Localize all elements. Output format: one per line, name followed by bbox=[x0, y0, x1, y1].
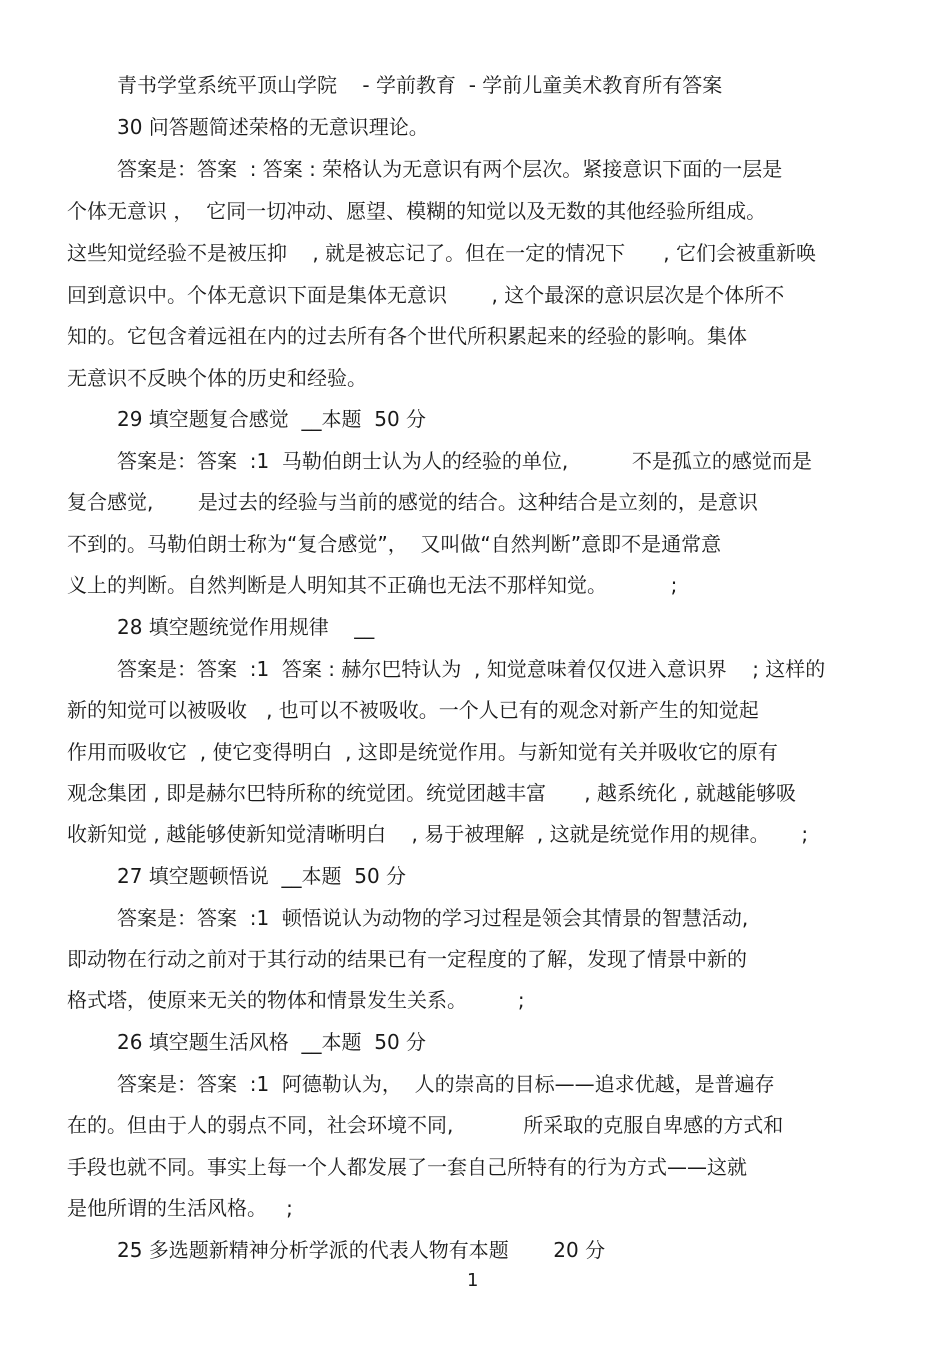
answer-line: 不到的。马勒伯朗士称为“复合感觉”， 又叫做“自然判断”意即不是通常意 bbox=[67, 532, 722, 556]
answer-line: 格式塔，使原来无关的物体和情景发生关系。 ; bbox=[67, 988, 525, 1012]
question-heading: 29 填空题复合感觉 __本题 50 分 bbox=[117, 407, 427, 431]
answer-line: 作用而吸收它 , 使它变得明白 , 这即是统觉作用。与新知觉有关并吸收它的原有 bbox=[67, 740, 778, 764]
answer-line: 是他所谓的生活风格。 ; bbox=[67, 1196, 293, 1220]
question-heading: 25 多选题新精神分析学派的代表人物有本题 20 分 bbox=[117, 1238, 606, 1262]
question-heading: 30 问答题简述荣格的无意识理论。 bbox=[117, 115, 429, 139]
answer-line: 新的知觉可以被吸收 , 也可以不被吸收。一个人已有的观念对新产生的知觉起 bbox=[67, 698, 759, 722]
question-heading: 28 填空题统觉作用规律 __ bbox=[117, 615, 375, 639]
answer-line: 答案是：答案 :1 顿悟说认为动物的学习过程是领会其情景的智慧活动, bbox=[117, 906, 749, 930]
answer-line: 答案是：答案 :1 马勒伯朗士认为人的经验的单位, 不是孤立的感觉而是 bbox=[117, 449, 812, 473]
answer-line: 答案是：答案 : 答案 : 荣格认为无意识有两个层次。紧接意识下面的一层是 bbox=[117, 157, 783, 181]
answer-line: 这些知觉经验不是被压抑 , 就是被忘记了。但在一定的情况下 , 它们会被重新唤 bbox=[67, 241, 817, 265]
answer-line: 手段也就不同。事实上每一个人都发展了一套自己所特有的行为方式——这就 bbox=[67, 1155, 747, 1179]
answer-line: 即动物在行动之前对于其行动的结果已有一定程度的了解，发现了情景中新的 bbox=[67, 947, 747, 971]
answer-line: 答案是：答案 :1 答案 : 赫尔巴特认为 , 知觉意味着仅仅进入意识界 ; 这样的 bbox=[117, 657, 826, 681]
page-number: 1 bbox=[467, 1270, 479, 1291]
answer-line: 无意识不反映个体的历史和经验。 bbox=[67, 366, 367, 390]
answer-line: 知的。它包含着远祖在内的过去所有各个世代所积累起来的经验的影响。集体 bbox=[67, 324, 747, 348]
answer-line: 观念集团 , 即是赫尔巴特所称的统觉团。统觉团越丰富 , 越系统化 , 就越能够吸 bbox=[67, 781, 797, 805]
document-title: 青书学堂系统平顶山学院 - 学前教育 - 学前儿童美术教育所有答案 bbox=[117, 73, 723, 97]
answer-line: 义上的判断。自然判断是人明知其不正确也无法不那样知觉。 ; bbox=[67, 573, 678, 597]
answer-line: 答案是：答案 :1 阿德勒认为， 人的崇高的目标——追求优越，是普遍存 bbox=[117, 1072, 775, 1096]
question-heading: 27 填空题顿悟说 __本题 50 分 bbox=[117, 864, 407, 888]
answer-line: 回到意识中。个体无意识下面是集体无意识 , 这个最深的意识层次是个体所不 bbox=[67, 283, 785, 307]
answer-line: 收新知觉 , 越能够使新知觉清晰明白 , 易于被理解 , 这就是统觉作用的规律。 ; bbox=[67, 822, 809, 846]
answer-line: 个体无意识 ， 它同一切冲动、愿望、模糊的知觉以及无数的其他经验所组成。 bbox=[67, 199, 767, 223]
question-heading: 26 填空题生活风格 __本题 50 分 bbox=[117, 1030, 427, 1054]
answer-line: 在的。但由于人的弱点不同，社会环境不同, 所采取的克服自卑感的方式和 bbox=[67, 1113, 784, 1137]
answer-line: 复合感觉, 是过去的经验与当前的感觉的结合。这种结合是立刻的，是意识 bbox=[67, 490, 758, 514]
